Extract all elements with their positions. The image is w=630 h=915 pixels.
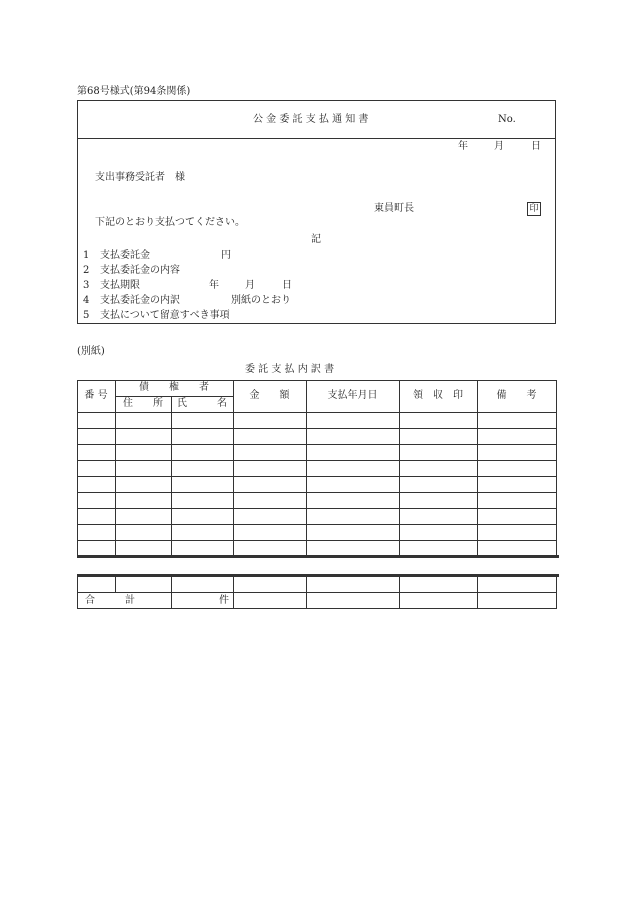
table-rule (77, 608, 557, 609)
header-receipt-seal: 領 収 印 (413, 390, 463, 401)
table-col-rule (77, 380, 78, 557)
table-col-rule (399, 576, 400, 609)
date-year: 年 (458, 141, 468, 152)
item-label: 支払委託金 (100, 250, 150, 261)
table-col-rule (556, 380, 557, 557)
table-col-rule (77, 576, 78, 609)
table-col-rule (306, 380, 307, 557)
table-row (77, 444, 557, 445)
table-col-rule (171, 396, 172, 557)
table-col-rule (477, 380, 478, 557)
header-remarks: 備 考 (496, 390, 537, 401)
table-rule (77, 592, 557, 593)
table-row (77, 460, 557, 461)
deadline-day: 日 (282, 280, 292, 291)
notice-title: 公 金 委 託 支 払 通 知 書 (253, 114, 369, 125)
table-row (77, 508, 557, 509)
title-divider (78, 138, 555, 139)
table-col-rule (477, 576, 478, 609)
deadline-year: 年 (209, 280, 219, 291)
payment-notice (77, 100, 556, 324)
form-number: 第68号様式(第94条関係) (77, 86, 191, 97)
table-col-rule (556, 576, 557, 609)
item-label: 支払委託金の内容 (100, 265, 180, 276)
issuer: 東員町長 (374, 203, 414, 214)
table-col-rule (233, 380, 234, 557)
item-value: 円 (221, 250, 231, 261)
break-line-top (77, 555, 559, 558)
count-unit: 件 (219, 595, 229, 606)
date-day: 日 (531, 141, 541, 152)
table-row (77, 492, 557, 493)
item-number: 1 (83, 250, 90, 261)
item-number: 5 (83, 310, 90, 321)
header-amount: 金 額 (249, 390, 290, 401)
item-value: 別紙のとおり (231, 295, 291, 306)
item-label: 支払について留意すべき事項 (100, 310, 230, 321)
table-col-rule (399, 380, 400, 557)
addressee: 支出事務受託者 様 (95, 172, 185, 183)
table-col-rule (171, 576, 172, 609)
total-label: 合 計 (85, 595, 135, 606)
deadline-month: 月 (245, 280, 255, 291)
table-row (77, 540, 557, 541)
item-number: 3 (83, 280, 90, 291)
breakdown-title: 委 託 支 払 内 訳 書 (245, 364, 335, 375)
request-text: 下記のとおり支払つてください。 (95, 217, 245, 228)
table-row (77, 476, 557, 477)
break-line-bottom (77, 574, 559, 577)
date-month: 月 (494, 141, 504, 152)
header-address: 住 所 (123, 398, 163, 409)
table-col-rule (306, 576, 307, 609)
table-col-rule (233, 576, 234, 609)
header-creditor: 債 権 者 (139, 382, 209, 393)
table-row (77, 524, 557, 525)
table-rule (77, 412, 557, 413)
table-col-rule (115, 576, 116, 592)
item-label: 支払期限 (100, 280, 140, 291)
attachment-label: (別紙) (77, 346, 105, 357)
header-number: 番 号 (84, 390, 108, 401)
header-payment-date: 支払年月日 (327, 390, 378, 401)
header-name: 氏 名 (177, 398, 227, 409)
item-label: 支払委託金の内訳 (100, 295, 180, 306)
seal-mark: 印 (527, 202, 541, 216)
ki-heading: 記 (311, 234, 321, 245)
item-number: 4 (83, 295, 90, 306)
table-row (77, 428, 557, 429)
number-label: No. (498, 114, 516, 125)
item-number: 2 (83, 265, 90, 276)
